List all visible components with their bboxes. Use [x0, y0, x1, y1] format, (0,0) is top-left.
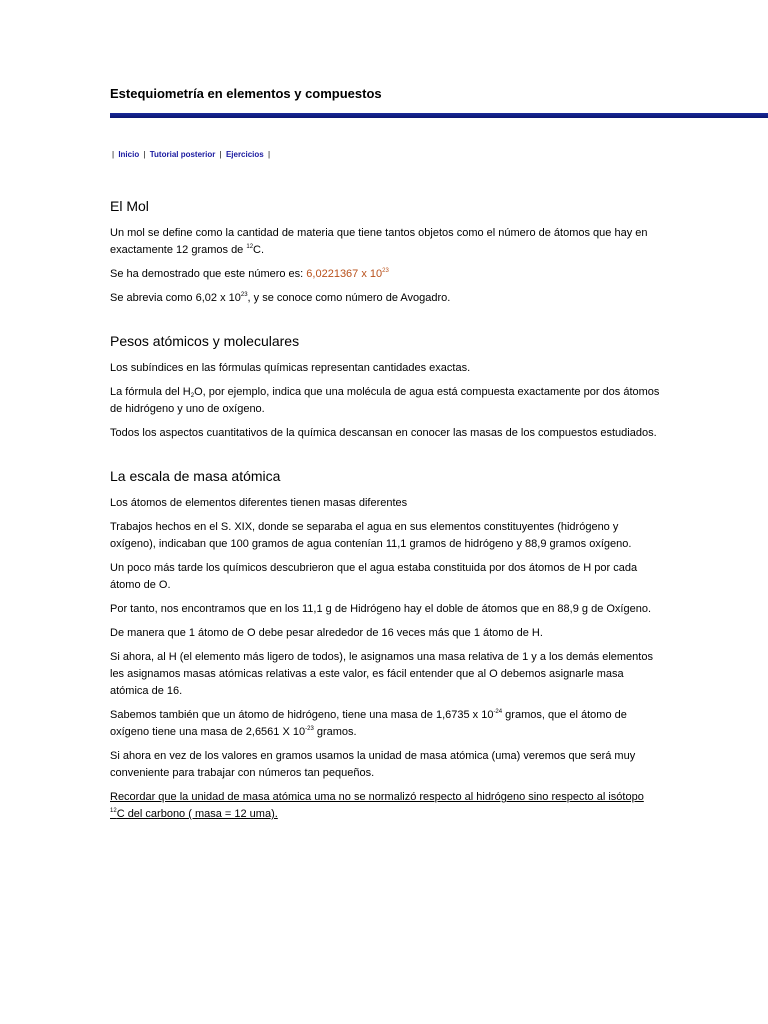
- paragraph: Trabajos hechos en el S. XIX, donde se separaba el agua en sus elementos constituyentes (hidrógeno y oxígeno), indicaban que 100 gramos de agua contenían 11,1 gramos de hidrógeno y 88,9 gramos oxígeno.: [110, 521, 632, 550]
- paragraph: Por tanto, nos encontramos que en los 11,1 g de Hidrógeno hay el doble de átomos que en 88,9 g de Oxígeno.: [110, 603, 652, 615]
- avogadro-value: 6,0221367 x $10^{23}$: [306, 268, 389, 280]
- section-pesos-atomicos: [110, 333, 660, 442]
- section-el-mol: [110, 198, 660, 307]
- section-heading: La escala de masa atómica: [110, 468, 281, 484]
- paragraph: Todos los aspectos cuantitativos de la química descansan en conocer las masas de los compuestos estudiados.: [110, 427, 657, 439]
- nav-link-inicio[interactable]: Inicio: [118, 150, 140, 159]
- paragraph: Un poco más tarde los químicos descubrieron que el agua estaba constituida por dos átomos de H por cada átomo de O.: [110, 562, 638, 591]
- paragraph: Un mol se define como la cantidad de materia que tiene tantos objetos como el número de átomos que hay en exactamente 12 gramos de $^{12}$C.: [110, 227, 648, 256]
- section-heading: Pesos atómicos y moleculares: [110, 333, 300, 349]
- paragraph: Los átomos de elementos diferentes tienen masas diferentes: [110, 497, 408, 509]
- title-divider: [110, 113, 768, 118]
- paragraph: Sabemos también que un átomo de hidrógeno, tiene una masa de 1,6735 x $10^{-24}$ gramos, que el átomo de oxígeno tiene una masa de 2,6561 X $10^{-23}$ gramos.: [110, 709, 627, 738]
- paragraph: La fórmula del $H_2O$, por ejemplo, indica que una molécula de agua está compuesta exactamente por dos átomos de hidrógeno y uno de oxígeno.: [110, 386, 660, 415]
- paragraph-note: Recordar que la unidad de masa atómica uma no se normalizó respecto al hidrógeno sino respecto al isótopo $^{12}$C del carbono ( masa = 12 uma).: [110, 791, 644, 820]
- paragraph: Se abrevia como 6,02 x $10^{23}$, y se conoce como número de Avogadro.: [110, 292, 451, 304]
- section-heading: El Mol: [110, 198, 149, 214]
- nav-links: | Inicio | Tutorial posterior | Ejercicios |: [112, 150, 271, 159]
- paragraph: De manera que 1 átomo de O debe pesar alrededor de 16 veces más que 1 átomo de H.: [110, 627, 543, 639]
- paragraph: Si ahora, al H (el elemento más ligero de todos), le asignamos una masa relativa de 1 y a los demás elementos les asignamos masas atómicas relativas a este valor, es fácil entender que al O debemos asignarle masa atómica de 16.: [110, 651, 653, 697]
- paragraph: Los subíndices en las fórmulas químicas representan cantidades exactas.: [110, 362, 471, 374]
- nav-link-ejercicios[interactable]: Ejercicios: [225, 150, 264, 159]
- paragraph: Se ha demostrado que este número es: 6,0221367 x $10^{23}$: [110, 268, 389, 280]
- section-escala-masa-atomica: [110, 468, 660, 823]
- page-title: Estequiometría en elementos y compuestos: [110, 86, 382, 101]
- nav-link-tutorial-posterior[interactable]: Tutorial posterior: [149, 150, 216, 159]
- paragraph: Si ahora en vez de los valores en gramos usamos la unidad de masa atómica (uma) veremos que será muy conveniente para trabajar con números tan pequeños.: [110, 750, 636, 779]
- main-content: [110, 198, 660, 830]
